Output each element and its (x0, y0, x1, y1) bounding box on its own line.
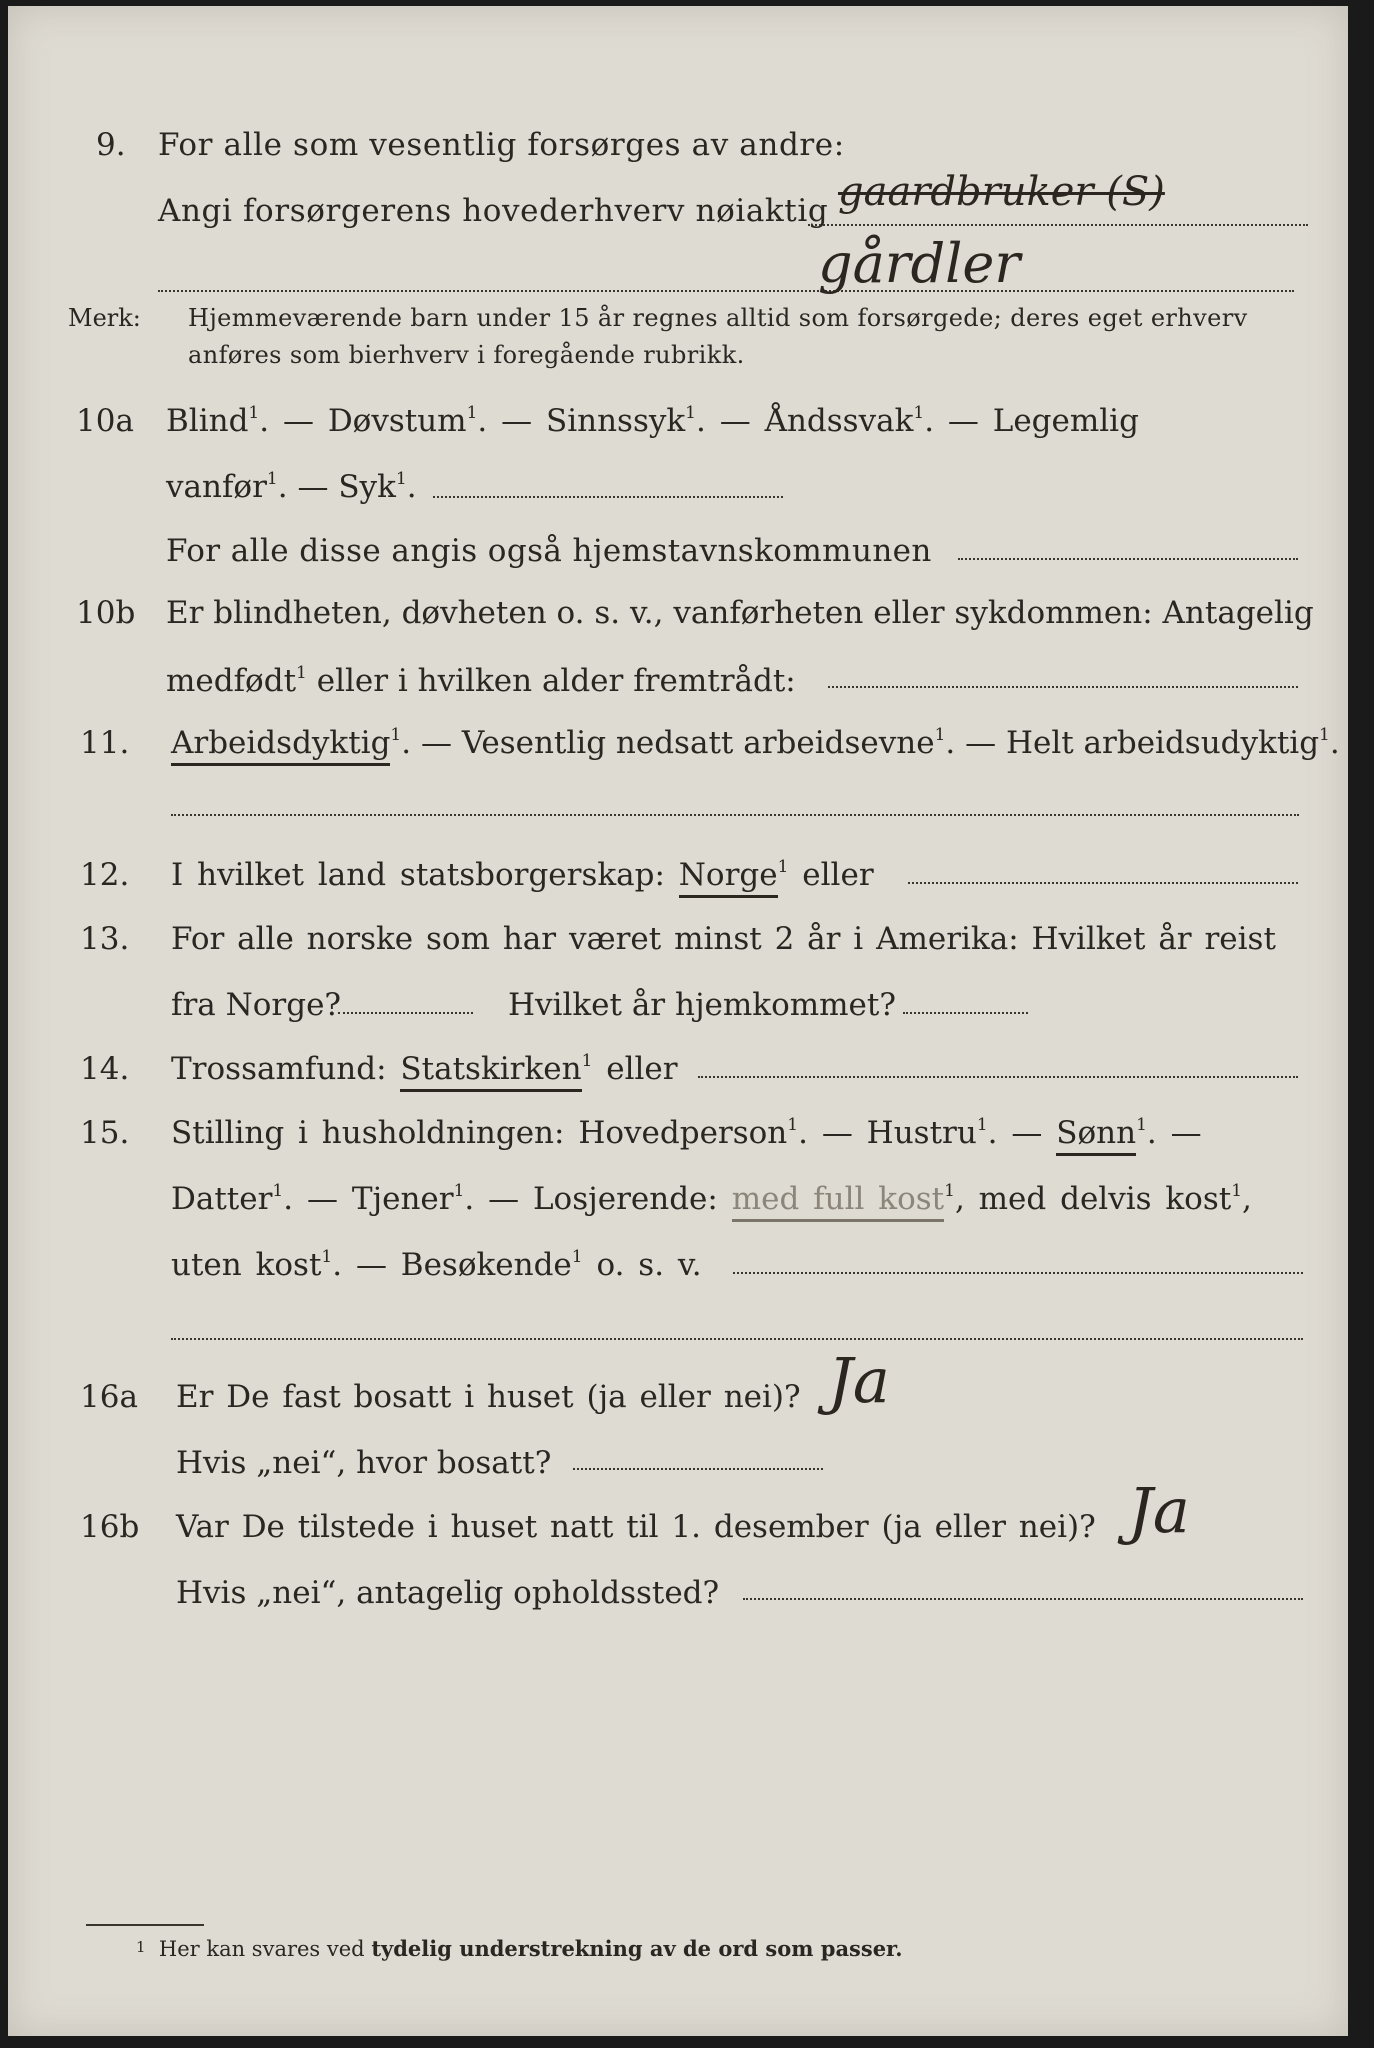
q15-dots2 (171, 1338, 1303, 1340)
q9-answer-line2 (158, 290, 1294, 292)
q11-arbeidsdyktig: Arbeidsdyktig (171, 725, 390, 766)
q15-line1: Stilling i husholdningen: Hovedperson$^1$. — Hustru$^1$. — Sønn$^1$. — (171, 1118, 1202, 1149)
q11-line: Arbeidsdyktig$^1$. — Vesentlig nedsatt arbeidsevne$^1$. — Helt arbeidsudyktig$^1$. (171, 728, 1340, 759)
q13-line2b: Hvilket år hjemkommet? (508, 987, 896, 1023)
q16a-answer: Ja (828, 1344, 890, 1417)
q14-dots (698, 1076, 1298, 1078)
q10b-line2: medfødt$^1$ eller i hvilken alder fremtrådt: (166, 663, 796, 699)
q14-line: Trossamfund: Statskirken$^1$ eller (171, 1054, 678, 1085)
q15-number: 15. (80, 1115, 130, 1151)
q16a-number: 16a (80, 1379, 138, 1415)
form-page (8, 6, 1348, 2036)
q15-dots1 (733, 1272, 1303, 1274)
q15-med-full-kost: med full kost (732, 1181, 944, 1222)
q10a-number: 10a (76, 403, 134, 439)
q13-line2a: fra Norge? (171, 987, 342, 1023)
q13-dots2 (903, 1012, 1028, 1014)
q10a-line3: For alle disse angis også hjemstavnskommunen (166, 533, 932, 569)
q14-statskirken: Statskirken (400, 1051, 581, 1092)
footnote-rule (86, 1924, 204, 1926)
q12-line: I hvilket land statsborgerskap: Norge$^1$ eller (171, 860, 874, 891)
q11-number: 11. (80, 725, 130, 761)
q10a-line3-dots (958, 558, 1298, 560)
q10b-number: 10b (76, 595, 136, 631)
q10a-dovstum: Døvstum (327, 403, 467, 439)
q10a-legemlig: Legemlig (992, 403, 1139, 439)
q16a-line1: Er De fast bosatt i huset (ja eller nei)? (176, 1379, 801, 1415)
q9-struck-answer: gaardbruker (S) (838, 169, 1165, 215)
q10a-sinnssyk: Sinnssyk (545, 403, 686, 439)
q16b-number: 16b (80, 1509, 140, 1545)
q9-answer-line (808, 224, 1308, 226)
q9-number: 9. (96, 127, 126, 163)
q15-line3: uten kost$^1$. — Besøkende$^1$ o. s. v. (171, 1247, 702, 1283)
q10a-blind: Blind (166, 403, 249, 439)
q12-norge: Norge (679, 857, 778, 898)
q15-line2: Datter$^1$. — Tjener$^1$. — Losjerende: med full kost$^1$, med delvis kost$^1$, (171, 1184, 1252, 1215)
q10b-line1: Er blindheten, døvheten o. s. v., vanførheten eller sykdommen: Antagelig (166, 595, 1314, 631)
q16b-dots (743, 1598, 1303, 1600)
q9-line2: Angi forsørgerens hovederhverv nøiaktig (158, 193, 829, 229)
q10a-andssvak: Åndssvak (764, 403, 914, 439)
q11-dots (171, 814, 1299, 816)
q10a-line1: Blind$^1$. — Døvstum$^1$. — Sinnssyk$^1$. — Åndssvak$^1$. — Legemlig (166, 403, 1139, 439)
q16b-line2: Hvis „nei“, antagelig opholdssted? (176, 1575, 720, 1611)
q12-number: 12. (80, 857, 130, 893)
q9-line1: For alle som vesentlig forsørges av andre: (158, 127, 845, 163)
q16a-dots (573, 1468, 823, 1470)
q9-answer: gårdler (818, 232, 1021, 295)
q16b-line1: Var De tilstede i huset natt til 1. desember (ja eller nei)? (176, 1509, 1096, 1545)
q13-line1: For alle norske som har været minst 2 år i Amerika: Hvilket år reist (171, 921, 1276, 957)
q13-number: 13. (80, 921, 130, 957)
q14-number: 14. (80, 1051, 130, 1087)
q10b-dots (828, 686, 1298, 688)
footnote: 1 Her kan svares ved tydelig understrekning av de ord som passer. (136, 1936, 903, 1961)
q16a-line2: Hvis „nei“, hvor bosatt? (176, 1445, 552, 1481)
q16b-answer: Ja (1128, 1474, 1190, 1547)
q15-sonn: Sønn (1056, 1115, 1136, 1156)
q10a-line2-dots (433, 496, 783, 498)
note-line2: anføres som bierhverv i foregående rubrikk. (188, 341, 745, 369)
q12-dots (908, 882, 1298, 884)
note-label: Merk: (68, 304, 141, 332)
q13-dots1 (338, 1012, 473, 1014)
note-line1: Hjemmeværende barn under 15 år regnes alltid som forsørgede; deres eget erhverv (188, 304, 1248, 332)
q10a-line2: vanfør$^1$. — Syk$^1$. (166, 469, 417, 505)
